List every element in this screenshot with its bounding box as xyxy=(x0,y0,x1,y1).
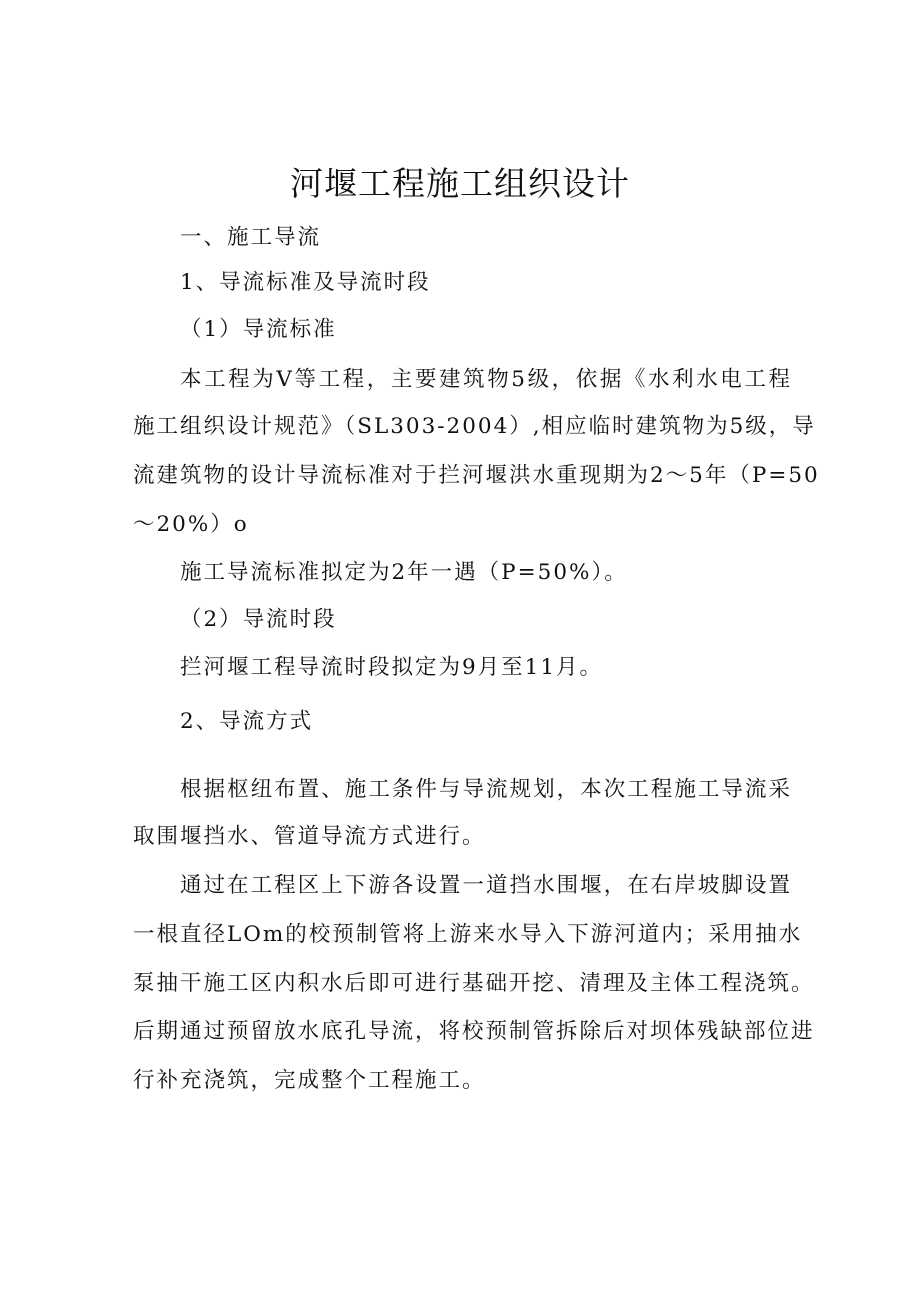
paragraph-line: 流建筑物的设计导流标准对于拦河堰洪水重现期为2～5年（P=50 xyxy=(133,463,820,488)
section-heading-diversion: 一、施工导流 xyxy=(180,225,322,250)
item-heading-standard: （1）导流标准 xyxy=(180,317,337,342)
paragraph-line: 后期通过预留放水底孔导流，将校预制管拆除后对坝体残缺部位进 xyxy=(133,1019,815,1044)
paragraph-line: 泵抽干施工区内积水后即可进行基础开挖、清理及主体工程浇筑。 xyxy=(133,971,815,996)
item-heading-period: （2）导流时段 xyxy=(180,607,337,632)
subsection-heading-method: 2、导流方式 xyxy=(180,709,314,734)
paragraph-line: 行补充浇筑，完成整个工程施工。 xyxy=(133,1068,486,1093)
paragraph-line: 施工导流标准拟定为2年一遇（P=50%）。 xyxy=(180,560,628,585)
paragraph-line: 施工组织设计规范》（SL303-2004）,相应临时建筑物为5级，导 xyxy=(133,414,816,439)
paragraph-line: 本工程为V等工程，主要建筑物5级，依据《水利水电工程 xyxy=(180,367,792,392)
subsection-heading-standard-period: 1、导流标准及导流时段 xyxy=(180,270,431,295)
paragraph-line: 一根直径LOm的校预制管将上游来水导入下游河道内；采用抽水 xyxy=(133,922,803,947)
paragraph-line: 取围堰挡水、管道导流方式进行。 xyxy=(133,824,486,849)
document-title: 河堰工程施工组织设计 xyxy=(290,164,630,203)
paragraph-line: 根据枢纽布置、施工条件与导流规划，本次工程施工导流采 xyxy=(180,777,792,802)
paragraph-line: 拦河堰工程导流时段拟定为9月至11月。 xyxy=(180,655,604,680)
paragraph-line: 通过在工程区上下游各设置一道挡水围堰，在右岸坡脚设置 xyxy=(180,873,792,898)
paragraph-line: ～20%）o xyxy=(133,512,249,537)
